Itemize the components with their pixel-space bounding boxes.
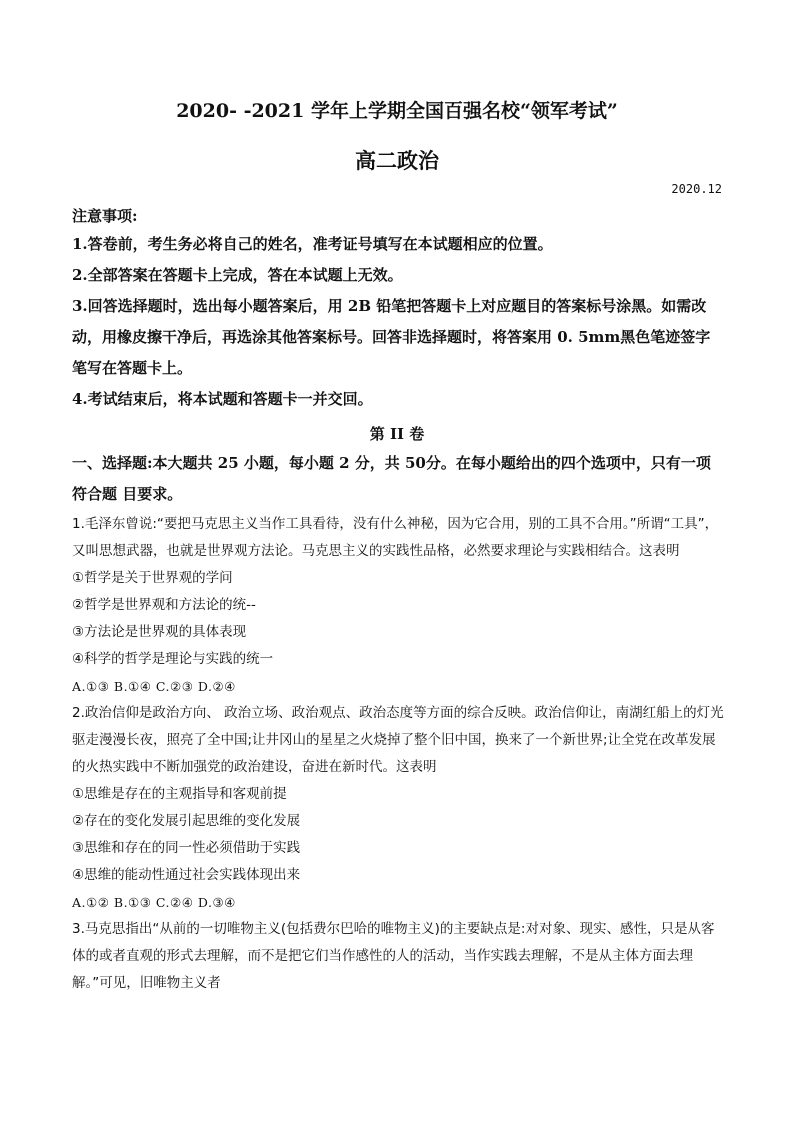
statement: ②哲学是世界观和方法论的统-- (72, 597, 256, 613)
question-list (72, 511, 724, 997)
notice-item: 1.答卷前，考生务必将自己的姓名，准考证号填写在本试题相应的位置。 (72, 235, 553, 253)
question-stem: 2.政治信仰是政治方向、 政治立场、政治观点、政治态度等方面的综合反映。政治信仰让，南湖红船上的灯光驱走漫漫长夜，照亮了全中国;让井冈山的星星之火烧掉了整个旧中国，换来了一个新世界;让全党在改革发展的火热实践中不断加强党的政治建设，奋进在新时代。这表明 (72, 705, 724, 775)
volume-heading: 第 II 卷 (369, 425, 425, 443)
statement: ③思维和存在的同一性必须借助于实践 (72, 840, 301, 856)
notice-heading: 注意事项: (72, 207, 138, 225)
question-3 (72, 916, 724, 997)
statement: ①思维是存在的主观指导和客观前提 (72, 786, 287, 802)
question-stem: 1.毛泽东曾说:“要把马克思主义当作工具看待，没有什么神秘，因为它合用，别的工具不合用。”所谓“工具”，又叫思想武器，也就是世界观方法论。马克思主义的实践性品格，必然要求理论与实践相结合。这表明 (72, 516, 719, 559)
question-1 (72, 511, 724, 700)
notice-item: 2.全部答案在答题卡上完成，答在本试题上无效。 (72, 266, 403, 284)
exam-subject: 高二政治 (355, 148, 439, 173)
notice-item: 3.回答选择题时，选出每小题答案后，用 2B 铅笔把答题卡上对应题目的答案标号涂黑。如需改动，用橡皮擦干净后，再选涂其他答案标号。回答非选择题时，将答案用 0. 5mm黑色笔迹签字笔写在答题卡上。 (72, 297, 711, 377)
statement: ④科学的哲学是理论与实践的统一 (72, 651, 274, 667)
exam-title: 2020- -2021 学年上学期全国百强名校“领军考试” (176, 100, 618, 122)
section-heading: 一、选择题:本大题共 25 小题，每小题 2 分，共 50分。在每小题给出的四个选项中，只有一项符合题 目要求。 (72, 454, 711, 503)
answer-options: A.①③ B.①④ C.②③ D.②④ (72, 679, 236, 694)
question-2 (72, 700, 724, 916)
notice-item: 4.考试结束后，将本试题和答题卡一并交回。 (72, 390, 373, 408)
statement: ①哲学是关于世界观的学问 (72, 570, 233, 586)
statement: ②存在的变化发展引起思维的变化发展 (72, 813, 301, 829)
answer-options: A.①② B.①③ C.②④ D.③④ (72, 895, 236, 910)
notice-section (72, 203, 724, 415)
question-stem: 3.马克思指出“从前的一切唯物主义(包括费尔巴哈的唯物主义)的主要缺点是:对对象、现实、感性，只是从客体的或者直观的形式去理解，而不是把它们当作感性的人的活动，当作实践去理解，不是从主体方面去理解。”可见，旧唯物主义者 (72, 921, 715, 991)
exam-date: 2020.12 (671, 182, 722, 196)
statement: ③方法论是世界观的具体表现 (72, 624, 247, 640)
statement: ④思维的能动性通过社会实践体现出来 (72, 867, 301, 883)
